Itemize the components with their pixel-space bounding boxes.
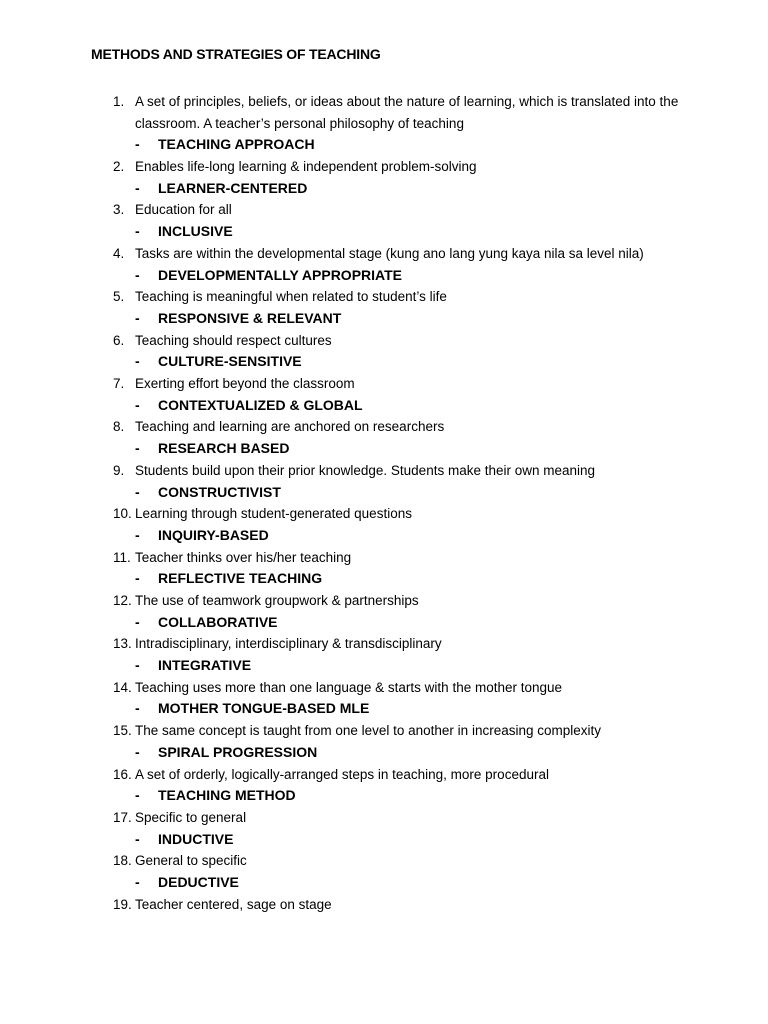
answer-line [0,438,768,460]
item-number: 12. [113,593,132,608]
list-item [0,633,768,655]
list-item [0,156,768,178]
answer-line [0,872,768,894]
answer-term: RESEARCH BASED [158,440,290,457]
item-number: 6. [113,332,125,348]
answer-bullet: - [135,787,140,804]
list-item [0,720,768,742]
item-description: Enables life-long learning & independent problem-solving [135,159,477,175]
answer-term: RESPONSIVE & RELEVANT [158,309,342,326]
answer-bullet: - [135,526,140,543]
list-item [0,199,768,221]
answer-bullet: - [135,179,140,196]
answer-line [0,265,768,287]
item-number: 5. [113,289,125,305]
answer-line [0,612,768,634]
item-description: A set of principles, beliefs, or ideas about the nature of learning, which is translated into the classroom. A teacher’s personal philosophy of teaching [135,94,679,131]
answer-line [0,308,768,330]
item-number: 13. [113,636,132,652]
item-number: 3. [113,202,125,218]
item-number: 2. [113,159,125,175]
answer-line [0,221,768,243]
item-number: 4. [113,245,125,261]
answer-term: SPIRAL PROGRESSION [158,743,318,760]
answer-term: TEACHING APPROACH [158,136,315,153]
answer-bullet: - [135,743,140,760]
item-description: Students build upon their prior knowledge. Students make their own meaning [135,462,596,478]
list-item [0,373,768,395]
item-number: 18. [113,853,132,869]
answer-term: LEARNER-CENTERED [158,179,308,196]
answer-term: DEVELOPMENTALLY APPROPRIATE [158,266,402,283]
item-number: 8. [113,419,125,435]
answer-line [0,395,768,417]
item-description: Teaching uses more than one language & starts with the mother tongue [135,679,563,695]
answer-line [0,482,768,504]
list-item [0,590,768,612]
item-number: 14. [113,679,132,695]
answer-bullet: - [135,309,140,326]
answer-bullet: - [135,613,140,630]
item-description: Learning through student-generated questions [135,506,412,522]
item-description: Education for all [135,202,232,218]
answer-line [0,568,768,590]
answer-term: INTEGRATIVE [158,657,252,674]
answer-bullet: - [135,440,140,457]
item-description: Teaching is meaningful when related to student’s life [135,289,447,305]
answer-bullet: - [135,874,140,891]
answer-bullet: - [135,830,140,847]
answer-term: CULTURE-SENSITIVE [158,353,302,370]
answer-term: TEACHING METHOD [158,787,296,804]
item-description: Specific to general [135,809,247,825]
answer-line [0,655,768,677]
answer-term: CONSTRUCTIVIST [158,483,281,500]
answer-bullet: - [135,570,140,587]
answer-bullet: - [135,353,140,370]
answer-line [0,134,768,156]
item-number: 1. [113,94,125,109]
list-item [0,330,768,352]
item-description: Tasks are within the developmental stage (kung ano lang yung kaya nila sa level nila) [135,245,644,261]
list-item [0,416,768,438]
answer-line [0,351,768,373]
list-item [0,91,768,134]
answer-bullet: - [135,396,140,413]
item-description: The use of teamwork groupwork & partnerships [135,593,419,608]
list-item [0,503,768,525]
list-item [0,764,768,786]
numbered-list [0,91,768,915]
item-number: 15. [113,723,132,739]
list-item [0,677,768,699]
answer-bullet: - [135,700,140,717]
item-number: 9. [113,462,125,478]
item-description: Teacher thinks over his/her teaching [135,549,352,565]
answer-line [0,742,768,764]
answer-term: DEDUCTIVE [158,874,239,891]
answer-line [0,525,768,547]
item-description: The same concept is taught from one level to another in increasing complexity [135,723,601,739]
item-number: 10. [113,506,132,522]
answer-term: CONTEXTUALIZED & GLOBAL [158,396,363,413]
item-description: General to specific [135,853,247,869]
item-description: Teaching and learning are anchored on researchers [135,419,445,435]
item-description: A set of orderly, logically-arranged steps in teaching, more procedural [135,766,549,782]
list-item [0,243,768,265]
item-number: 19. [113,896,132,912]
answer-bullet: - [135,483,140,500]
list-item [0,850,768,872]
answer-term: MOTHER TONGUE-BASED MLE [158,700,370,717]
answer-term: REFLECTIVE TEACHING [158,570,323,587]
item-number: 7. [113,376,125,392]
item-description: Exerting effort beyond the classroom [135,376,355,392]
list-item [0,807,768,829]
item-description: Teacher centered, sage on stage [135,896,332,912]
document-title: METHODS AND STRATEGIES OF TEACHING [91,46,381,62]
answer-line [0,785,768,807]
item-number: 17. [113,809,132,825]
answer-line [0,178,768,200]
list-item [0,460,768,482]
answer-bullet: - [135,266,140,283]
item-description: Teaching should respect cultures [135,332,332,348]
answer-term: INDUCTIVE [158,830,234,847]
item-number: 11. [113,549,131,565]
answer-line [0,829,768,851]
answer-line [0,698,768,720]
answer-bullet: - [135,223,140,240]
answer-bullet: - [135,136,140,153]
answer-term: INCLUSIVE [158,223,233,240]
list-item [0,286,768,308]
answer-term: INQUIRY-BASED [158,526,269,543]
list-item [0,547,768,569]
item-number: 16. [113,766,132,782]
answer-term: COLLABORATIVE [158,613,278,630]
item-description: Intradisciplinary, interdisciplinary & transdisciplinary [135,636,442,652]
list-item [0,894,768,916]
answer-bullet: - [135,657,140,674]
